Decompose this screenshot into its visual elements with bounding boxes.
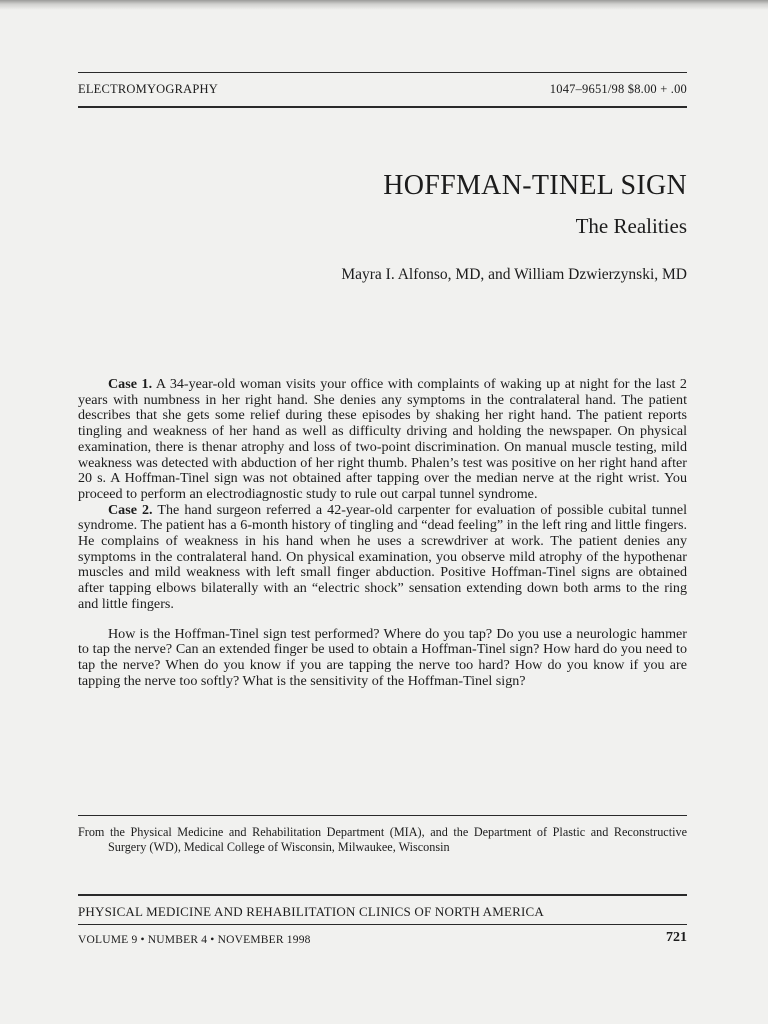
case2-text: The hand surgeon referred a 42-year-old carpenter for evaluation of possible cubital tunnel syndrome. The patient has a 6-month history of tingling and “dead feeling” in the left ring and little fingers. He complains of weakness in his hand when he uses a screwdriver at work. The patient denies any symptoms in the contralateral hand. On physical examination, you observe mild atrophy of the hypothenar muscles and mild weakness with left small finger abduction. Positive Hoffman-Tinel signs are obtained after tapping elbows bilaterally with an “electric shock” sensation extending down both arms to the ring and little fingers. — [78, 501, 687, 612]
case2-paragraph — [78, 503, 687, 613]
footer-top-rule — [78, 894, 687, 896]
case1-text: A 34-year-old woman visits your office with complaints of waking up at night for the last 2 years with numbness in her right hand. She denies any symptoms in the contralateral hand. The patient describes that she gets some relief during these episodes by shaking her right hand. The patient reports tingling and weakness of her hand as well as difficulty driving and holding the newspaper. On physical examination, there is thenar atrophy and loss of two-point discrimination. On manual muscle testing, mild weakness was detected with abduction of her right thumb. Phalen’s test was positive on her right hand after 20 s. A Hoffman-Tinel sign was not obtained after tapping over the median nerve at the right wrist. You proceed to perform an electrodiagnostic study to rule out carpal tunnel syndrome. — [78, 376, 687, 502]
case1-label: Case 1. — [108, 376, 153, 392]
header-section: ELECTROMYOGRAPHY — [78, 82, 219, 96]
running-header — [78, 82, 687, 97]
journal-name: PHYSICAL MEDICINE AND REHABILITATION CLINICS OF NORTH AMERICA — [78, 904, 544, 919]
case2-label: Case 2. — [108, 501, 153, 518]
article-title: HOFFMAN-TINEL SIGN — [383, 170, 687, 201]
case1-paragraph — [78, 377, 687, 503]
header-bottom-rule — [78, 106, 687, 108]
article-body — [78, 377, 687, 689]
journal-page — [78, 0, 687, 1024]
article-authors: Mayra I. Alfonso, MD, and William Dzwierzynski, MD — [341, 266, 687, 283]
questions-paragraph: How is the Hoffman-Tinel sign test performed? Where do you tap? Do you use a neurologic hammer to tap the nerve? Can an extended finger be used to obtain a Hoffman-Tinel sign? How hard do you need to tap the nerve? When do you know if you are tapping the nerve too hard? How do you know if you are tapping the nerve too softly? What is the sensitivity of the Hoffman-Tinel sign? — [78, 625, 687, 689]
header-top-rule — [78, 72, 687, 73]
header-code: 1047–9651/98 $8.00 + .00 — [549, 82, 687, 96]
affiliation-footnote: From the Physical Medicine and Rehabilitation Department (MIA), and the Department of Plastic and Reconstructive Surgery (WD), Medical College of Wisconsin, Milwaukee, Wisconsin — [78, 825, 687, 854]
page-number: 721 — [666, 930, 687, 945]
article-subtitle: The Realities — [575, 214, 687, 238]
volume-info: VOLUME 9 • NUMBER 4 • NOVEMBER 1998 — [78, 934, 311, 946]
footnote-rule — [78, 815, 687, 816]
footer-mid-rule — [78, 924, 687, 925]
